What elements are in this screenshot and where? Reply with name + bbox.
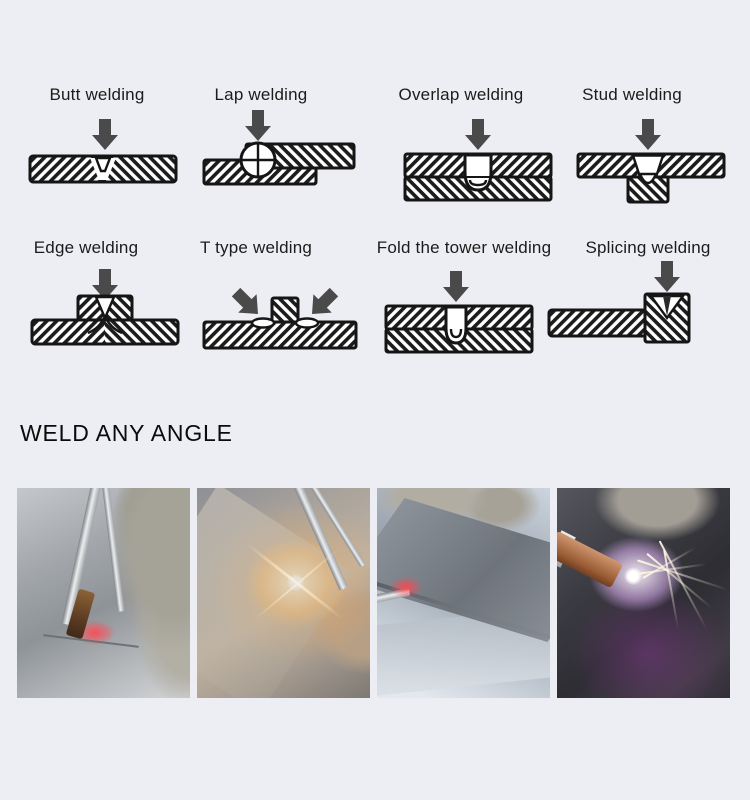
label-butt-welding: Butt welding — [49, 85, 145, 104]
section-title-weld-any-angle: WELD ANY ANGLE — [20, 420, 233, 446]
label-lap-welding: Lap welding — [214, 85, 308, 104]
overlap-welding-diagram — [403, 112, 553, 202]
label-edge-welding: Edge welding — [33, 238, 139, 257]
red-guide-dot — [389, 576, 423, 598]
lap-welding-diagram — [198, 110, 358, 192]
fold-the-tower-welding-diagram — [384, 266, 534, 356]
weld-photo-strip — [17, 488, 733, 698]
label-splicing-welding: Splicing welding — [585, 238, 711, 257]
stud-welding-diagram — [576, 112, 726, 207]
weld-photo-1 — [17, 488, 190, 698]
label-t-type-welding: T type welding — [199, 238, 313, 257]
label-overlap-welding: Overlap welding — [398, 85, 524, 104]
butt-welding-diagram — [28, 112, 178, 192]
metal-sheet — [197, 488, 352, 698]
label-stud-welding: Stud welding — [582, 85, 682, 104]
t-type-welding-diagram — [200, 266, 360, 356]
torch-rod — [100, 488, 124, 612]
weld-photo-4 — [557, 488, 730, 698]
weld-photo-3 — [377, 488, 550, 698]
copper-nozzle — [557, 531, 623, 589]
edge-welding-diagram — [30, 266, 180, 351]
weld-wire — [43, 634, 139, 648]
splicing-welding-diagram — [545, 258, 705, 358]
label-fold-the-tower-welding: Fold the tower welding — [376, 238, 552, 257]
weld-photo-2 — [197, 488, 370, 698]
